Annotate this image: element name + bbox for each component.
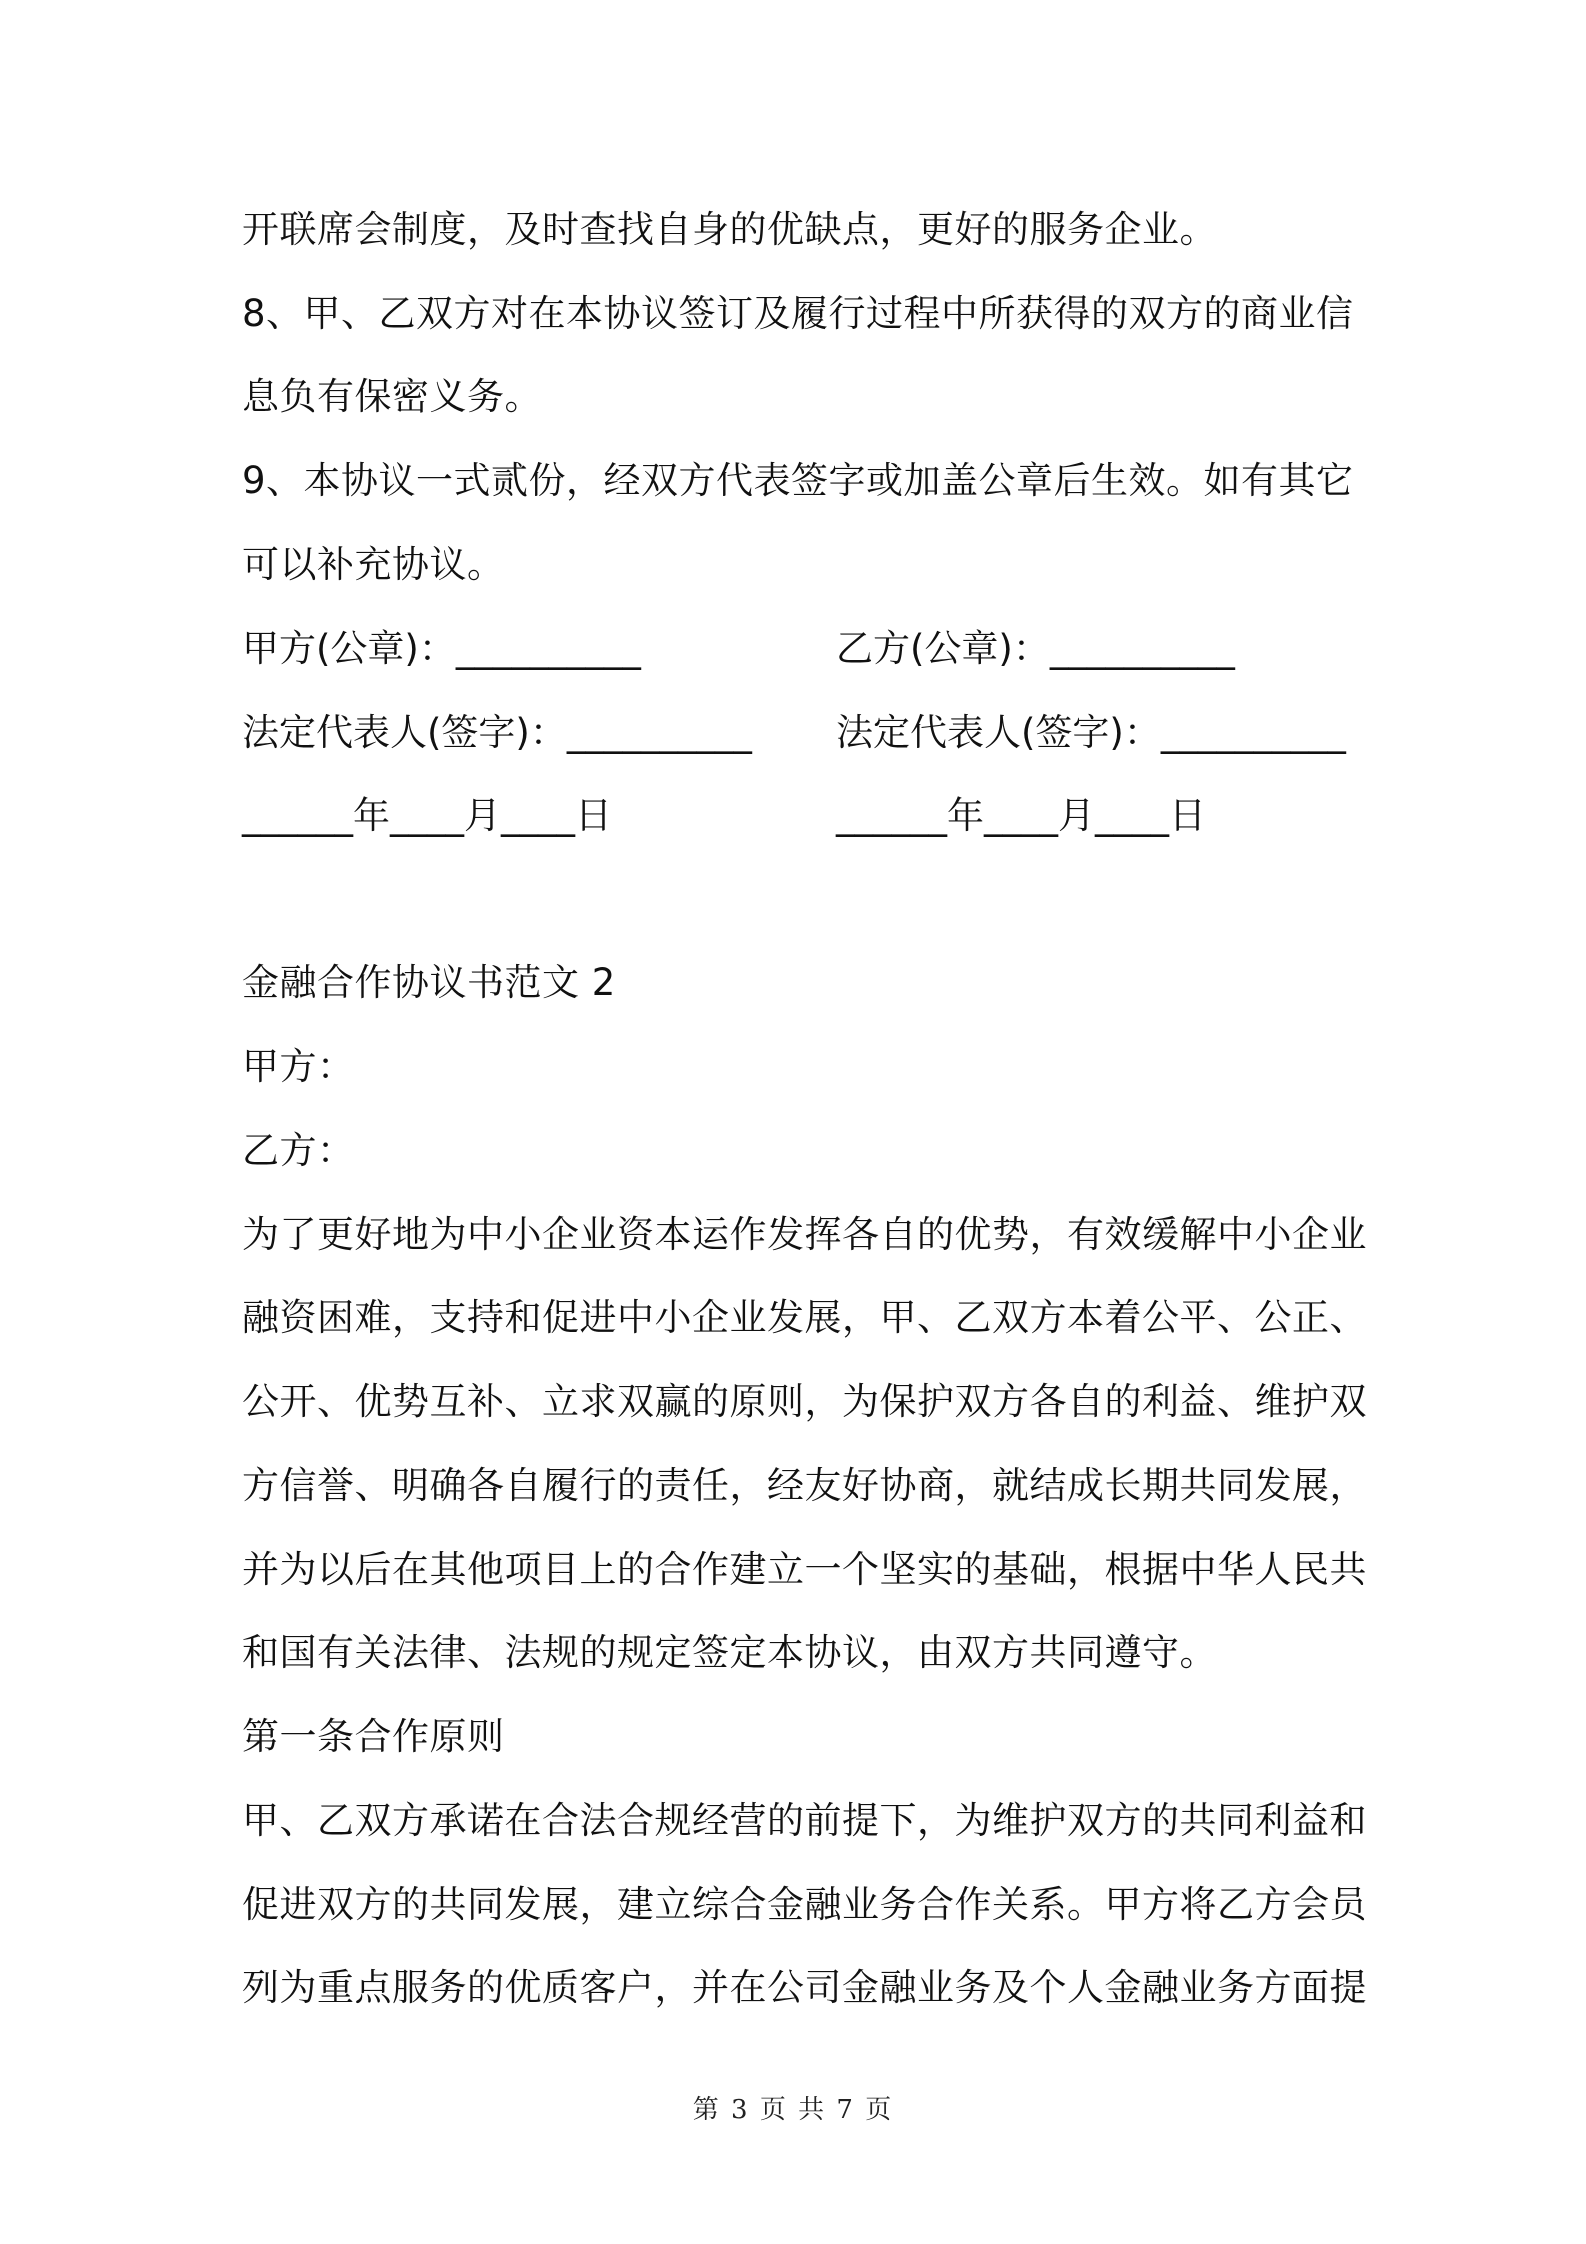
party-a-label: 甲方： <box>242 1045 355 1088</box>
party-a-date-field: ______年____月____日 <box>242 794 612 837</box>
party-b-label: 乙方： <box>242 1129 355 1172</box>
party-a-seal-field: 甲方(公章)：__________ <box>242 627 641 670</box>
paragraph-line: 和国有关法律、法规的规定签定本协议，由双方共同遵守。 <box>242 1631 1217 1674</box>
paragraph-line: 可以补充协议。 <box>242 543 505 586</box>
party-b-seal-field: 乙方(公章)：__________ <box>836 627 1235 670</box>
paragraph-line: 开联席会制度，及时查找自身的优缺点，更好的服务企业。 <box>242 208 1217 251</box>
paragraph-line: 融资困难，支持和促进中小企业发展，甲、乙双方本着公平、公正、 <box>242 1296 1367 1339</box>
paragraph-line: 9、本协议一式贰份，经双方代表签字或加盖公章后生效。如有其它 <box>242 459 1354 502</box>
paragraph-line: 公开、优势互补、立求双赢的原则，为保护双方各自的利益、维护双 <box>242 1380 1367 1423</box>
section-title: 金融合作协议书范文 2 <box>242 961 616 1004</box>
page-number-footer: 第 3 页 共 7 页 <box>692 2095 894 2125</box>
paragraph-line: 息负有保密义务。 <box>242 375 542 418</box>
paragraph-line: 列为重点服务的优质客户，并在公司金融业务及个人金融业务方面提 <box>242 1966 1367 2009</box>
paragraph-line: 并为以后在其他项目上的合作建立一个坚实的基础，根据中华人民共 <box>242 1548 1367 1591</box>
paragraph-line: 甲、乙双方承诺在合法合规经营的前提下，为维护双方的共同利益和 <box>242 1799 1367 1842</box>
paragraph-line: 为了更好地为中小企业资本运作发挥各自的优势，有效缓解中小企业 <box>242 1213 1367 1256</box>
paragraph-line: 方信誉、明确各自履行的责任，经友好协商，就结成长期共同发展， <box>242 1464 1367 1507</box>
party-b-date-field: ______年____月____日 <box>836 794 1206 837</box>
party-b-representative-field: 法定代表人(签字)：__________ <box>836 711 1346 754</box>
paragraph-line: 8、甲、乙双方对在本协议签订及履行过程中所获得的双方的商业信 <box>242 292 1354 335</box>
article-title: 第一条合作原则 <box>242 1715 505 1758</box>
paragraph-line: 促进双方的共同发展，建立综合金融业务合作关系。甲方将乙方会员 <box>242 1883 1367 1926</box>
party-a-representative-field: 法定代表人(签字)：__________ <box>242 711 752 754</box>
